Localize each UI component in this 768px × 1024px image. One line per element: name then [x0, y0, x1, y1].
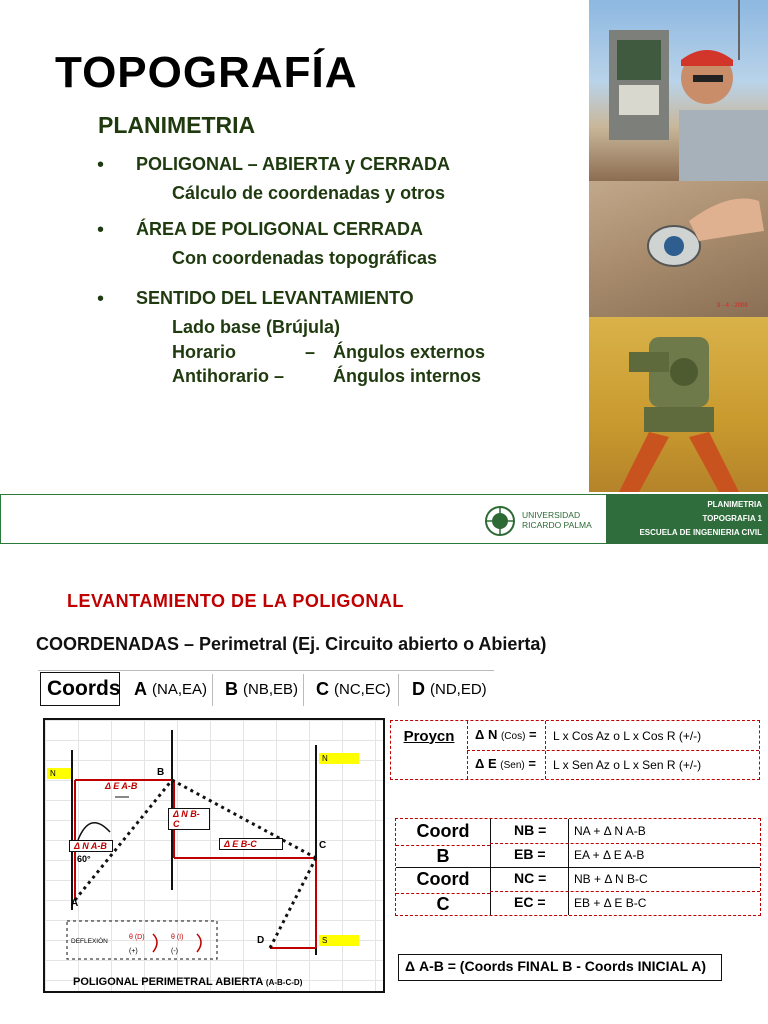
bullet-2: ÁREA DE POLIGONAL CERRADA [136, 219, 424, 239]
bullet-3: SENTIDO DEL LEVANTAMIENTO [136, 288, 414, 308]
delta-n-formula: L x Cos Az o L x Cos R (+/-) [553, 729, 702, 743]
coord-c-label: Coord [416, 869, 470, 889]
footer-line-3: ESCUELA DE INGENIERIA CIVIL [639, 528, 762, 537]
delta-n-bc: Δ N B-C [168, 808, 210, 830]
coords-label: Coords [40, 672, 120, 706]
delta-n-key-sub: (Cos) [500, 731, 526, 742]
slide-title: TOPOGRAFÍA [55, 48, 358, 97]
coord-b-pt: B [225, 678, 238, 699]
delta-n-ab: Δ N A-B [69, 840, 113, 852]
ec-formula: EB + Δ E B-C [574, 896, 647, 910]
footer-line-1: PLANIMETRIA [707, 500, 762, 509]
delta-formula: Δ A-B = (Coords FINAL B - Coords INICIAL A) [398, 954, 722, 981]
photo-theodolite [589, 317, 768, 492]
delta-n-key [475, 727, 537, 742]
bullet-3-sub-1: Lado base (Brújula) [172, 317, 341, 337]
bullet-3-sub-3: Ángulos externos [333, 342, 486, 362]
delta-e-key-sub: (Sen) [500, 760, 525, 771]
south-label: S [319, 935, 359, 946]
north-label: N [319, 753, 359, 764]
bullet-dot: • [97, 219, 105, 241]
divider [490, 843, 760, 844]
divider [212, 674, 213, 706]
coord-b-point: B [436, 846, 450, 866]
deflexion-label: DEFLEXIÓN [71, 938, 108, 945]
coord-b-label: Coord [416, 821, 470, 841]
bullet-2-sub: Con coordenadas topográficas [172, 248, 438, 268]
coord-d [412, 672, 487, 706]
coord-tables [395, 818, 761, 916]
point-a: A [71, 898, 79, 909]
caption-sub: (A-B-C-D) [265, 978, 303, 987]
section-subheading: COORDENADAS – Perimetral (Ej. Circuito abierto o Abierta) [36, 634, 547, 654]
photo-compass [589, 181, 768, 317]
deflexion-positive-sign: (+) [129, 948, 138, 955]
bullet-3-dash: – [305, 342, 316, 362]
coord-b [225, 672, 298, 706]
coord-c-pt: C [316, 678, 329, 699]
delta-e-bc: Δ E B-C [219, 838, 283, 850]
eb-key: EB = [514, 846, 546, 862]
angle-label: 60° [77, 854, 91, 864]
coord-d-val: (ND,ED) [430, 680, 487, 698]
nb-key: NB = [514, 822, 547, 838]
projections-label: Proycn [403, 727, 455, 745]
photo-surveyor [589, 0, 768, 181]
north-label: N [47, 768, 71, 779]
coord-c-point: C [436, 894, 450, 914]
divider [303, 674, 304, 706]
bullet-1-sub: Cálculo de coordenadas y otros [172, 183, 446, 203]
projections-table [390, 720, 760, 780]
delta-e-key [475, 756, 536, 771]
eb-formula: EA + Δ E A-B [574, 848, 645, 862]
caption-main: POLIGONAL PERIMETRAL ABIERTA [73, 976, 266, 988]
ec-key: EC = [514, 894, 546, 910]
university-logo [483, 505, 517, 537]
divider [396, 867, 760, 868]
delta-n-key-main: Δ N [475, 727, 498, 742]
delta-e-formula: L x Sen Az o L x Sen R (+/-) [553, 758, 702, 772]
polygon-diagram [43, 718, 385, 993]
photo-column [589, 0, 768, 492]
point-c: C [319, 840, 327, 851]
nb-formula: NA + Δ N A-B [574, 824, 646, 838]
coord-a-val: (NA,EA) [152, 680, 208, 698]
delta-n-eq: = [529, 727, 537, 742]
diagram-caption [73, 976, 302, 988]
delta-e-eq: = [528, 756, 536, 771]
bullet-dot: • [97, 154, 105, 176]
deflexion-negative-sign: (-) [171, 948, 178, 955]
delta-e-ab: Δ E A-B [105, 781, 138, 791]
university-line-1: UNIVERSIDAD [522, 510, 581, 520]
coord-c [316, 672, 391, 706]
coord-b-val: (NB,EB) [243, 680, 299, 698]
bullet-dot: • [97, 288, 105, 310]
nc-key: NC = [514, 870, 547, 886]
deflexion-negative: θ (I) [171, 934, 184, 941]
bullet-3-sub-4: Antihorario – [172, 366, 285, 386]
point-b: B [157, 767, 165, 778]
delta-e-key-main: Δ E [475, 756, 497, 771]
coord-d-pt: D [412, 678, 425, 699]
divider [467, 750, 759, 751]
divider [398, 674, 399, 706]
coord-a [134, 672, 207, 706]
university-name [522, 510, 592, 530]
deflexion-positive: θ (D) [129, 934, 145, 941]
bullet-1: POLIGONAL – ABIERTA y CERRADA [136, 154, 451, 174]
footer-info [606, 494, 768, 544]
bullet-3-sub-2: Horario [172, 342, 237, 362]
nc-formula: NB + Δ N B-C [574, 872, 648, 886]
divider [490, 891, 760, 892]
university-line-2: RICARDO PALMA [522, 520, 592, 530]
slide-subtitle: PLANIMETRIA [98, 112, 256, 138]
coord-c-val: (NC,EC) [334, 680, 391, 698]
svg-text:9 - 4 - 2009: 9 - 4 - 2009 [717, 303, 748, 309]
section-heading: LEVANTAMIENTO DE LA POLIGONAL [67, 591, 404, 611]
coord-a-pt: A [134, 678, 147, 699]
point-d: D [257, 935, 265, 946]
footer-line-2: TOPOGRAFIA 1 [702, 514, 762, 523]
bullet-3-sub-5: Ángulos internos [333, 366, 481, 386]
